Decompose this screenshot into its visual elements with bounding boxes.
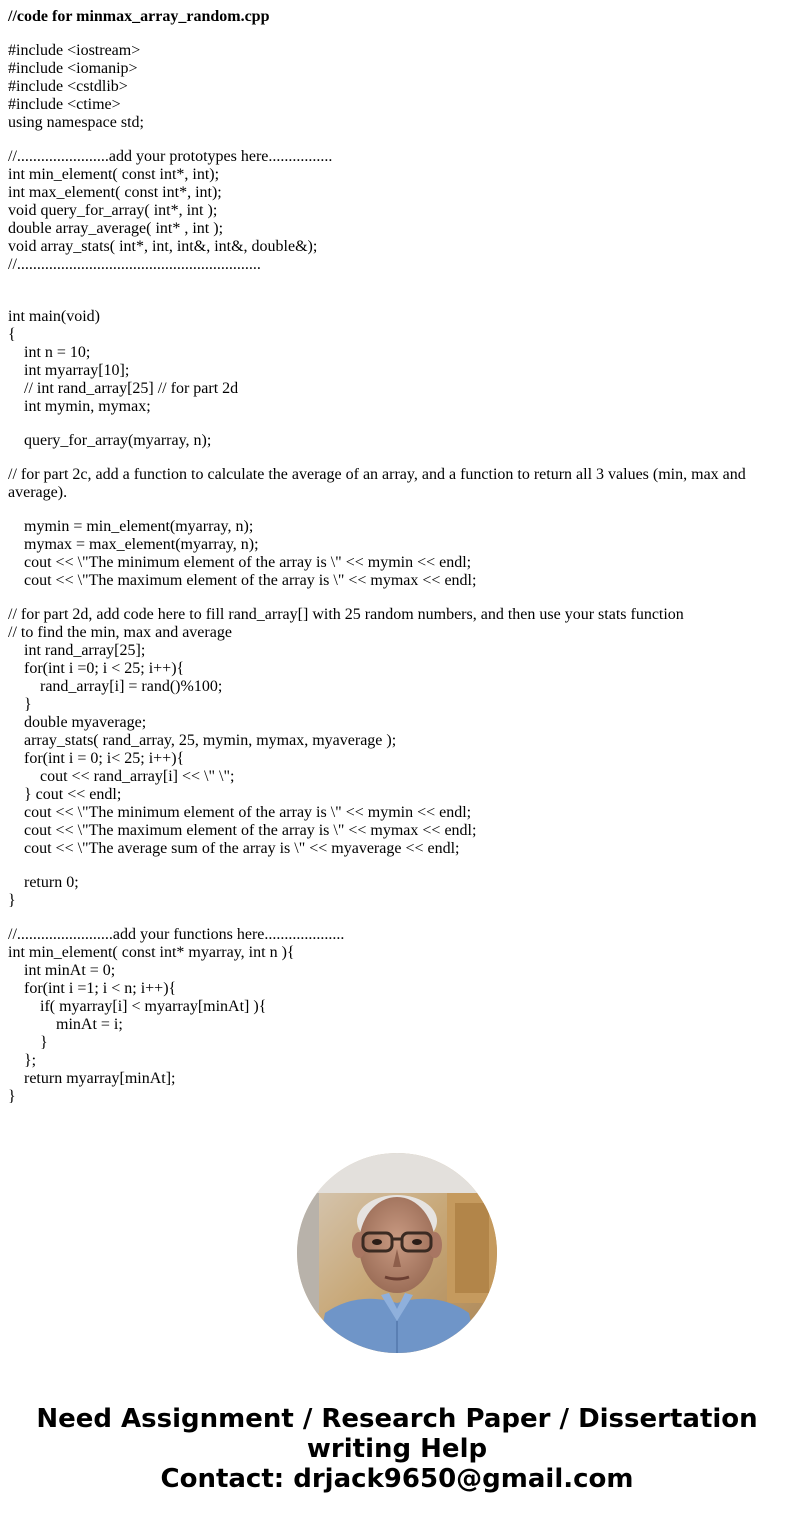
code-line: // for part 2c, add a function to calculate the average of an array, and a function to return all 3 values (min, max and average). <box>8 466 750 501</box>
footer-banner <box>0 1404 794 1494</box>
footer-line-1: Need Assignment / Research Paper / Dissertation <box>36 1404 758 1434</box>
code-line: int rand_array[25]; <box>8 642 146 659</box>
code-line: // int rand_array[25] // for part 2d <box>8 380 239 397</box>
code-line: double array_average( int* , int ); <box>8 220 224 237</box>
code-line: return 0; <box>8 874 79 891</box>
code-line: int min_element( const int* myarray, int n ){ <box>8 944 295 961</box>
code-line: int max_element( const int*, int); <box>8 184 222 201</box>
code-paragraph <box>8 432 786 450</box>
code-listing <box>8 42 786 1106</box>
code-paragraph <box>8 606 786 858</box>
code-line: cout << \"The minimum element of the array is \" << mymin << endl; <box>8 804 472 821</box>
code-line: minAt = i; <box>8 1016 123 1033</box>
code-line: int myarray[10]; <box>8 362 130 379</box>
code-line: //........................add your functions here.................... <box>8 926 345 943</box>
code-line: cout << rand_array[i] << \" \"; <box>8 768 235 785</box>
code-paragraph <box>8 926 786 1106</box>
code-line: int min_element( const int*, int); <box>8 166 220 183</box>
code-line: using namespace std; <box>8 114 144 131</box>
code-line: #include <cstdlib> <box>8 78 128 95</box>
footer-contact: Contact: drjack9650@gmail.com <box>160 1464 634 1494</box>
code-line: array_stats( rand_array, 25, mymin, mymax, myaverage ); <box>8 732 397 749</box>
code-line: cout << \"The maximum element of the array is \" << mymax << endl; <box>8 572 477 589</box>
code-line: query_for_array(myarray, n); <box>8 432 212 449</box>
author-avatar <box>297 1153 497 1353</box>
code-paragraph <box>8 518 786 590</box>
code-line: void array_stats( int*, int, int&, int&, double&); <box>8 238 318 255</box>
code-line: if( myarray[i] < myarray[minAt] ){ <box>8 998 267 1015</box>
footer-line-2: writing Help <box>306 1434 488 1464</box>
code-line: cout << \"The average sum of the array is \" << myaverage << endl; <box>8 840 460 857</box>
code-line: // to find the min, max and average <box>8 624 232 641</box>
code-line: int mymin, mymax; <box>8 398 151 415</box>
code-line: rand_array[i] = rand()%100; <box>8 678 223 695</box>
code-line: #include <iostream> <box>8 42 141 59</box>
code-line: mymin = min_element(myarray, n); <box>8 518 254 535</box>
code-line: //............................................................. <box>8 256 261 273</box>
person-photo-icon <box>297 1153 497 1353</box>
code-line: // for part 2d, add code here to fill rand_array[] with 25 random numbers, and then use your stats function <box>8 606 684 623</box>
code-line: } cout << endl; <box>8 786 122 803</box>
code-line: int n = 10; <box>8 344 91 361</box>
code-line: for(int i = 0; i< 25; i++){ <box>8 750 185 767</box>
code-line: return myarray[minAt]; <box>8 1070 176 1087</box>
code-line: void query_for_array( int*, int ); <box>8 202 218 219</box>
code-line: cout << \"The minimum element of the array is \" << mymin << endl; <box>8 554 472 571</box>
code-paragraph <box>8 308 786 416</box>
code-line: int main(void) <box>8 308 100 325</box>
code-paragraph <box>8 148 786 274</box>
code-line: double myaverage; <box>8 714 147 731</box>
code-paragraph <box>8 874 786 910</box>
code-line: mymax = max_element(myarray, n); <box>8 536 259 553</box>
document <box>8 8 786 1122</box>
code-line: { <box>8 326 16 343</box>
code-line: //.......................add your prototypes here................ <box>8 148 333 165</box>
code-line: cout << \"The maximum element of the array is \" << mymax << endl; <box>8 822 477 839</box>
code-paragraph <box>8 466 786 502</box>
code-line: for(int i =0; i < 25; i++){ <box>8 660 185 677</box>
code-line: } <box>8 892 16 909</box>
code-line: }; <box>8 1052 37 1069</box>
document-title: //code for minmax_array_random.cpp <box>8 8 270 25</box>
code-line: } <box>8 1034 48 1051</box>
code-line: } <box>8 696 32 713</box>
code-line: #include <ctime> <box>8 96 121 113</box>
code-line: #include <iomanip> <box>8 60 138 77</box>
code-paragraph <box>8 42 786 132</box>
code-line: } <box>8 1088 16 1105</box>
code-line: for(int i =1; i < n; i++){ <box>8 980 177 997</box>
code-line: int minAt = 0; <box>8 962 116 979</box>
